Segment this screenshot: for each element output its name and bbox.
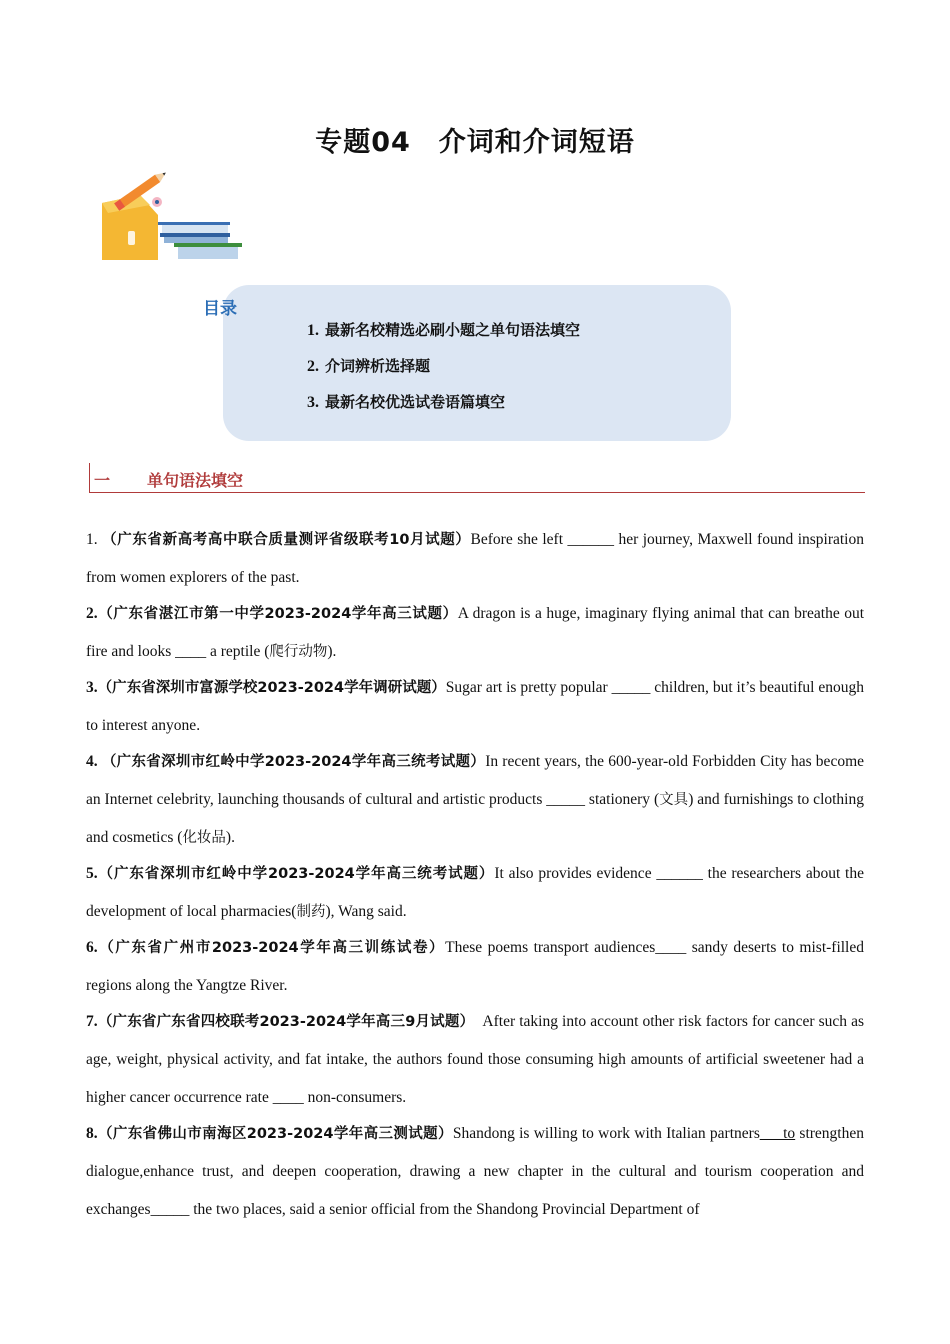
question-item [86,743,864,857]
toc-item [307,391,580,427]
toc-item-num: 3. [307,394,319,411]
question-text: the researchers about the development of local pharmacies( [86,865,864,920]
section-title: 单句语法填空 [147,471,244,490]
answer-blank[interactable]: ____ [655,939,687,956]
question-text: the two places, said a senior official from the Shandong Provincial Department of [189,1201,700,1218]
answer-blank[interactable]: _____ [611,679,651,696]
question-source: （广东省广东省四校联考2023-2024学年高三9月试题） [97,1014,475,1030]
answer-blank[interactable]: ______ [656,865,703,882]
question-source: （广东省广州市2023-2024学年高三训练试卷） [97,940,446,956]
answer-blank[interactable]: ____ [272,1089,304,1106]
question-number: 5. [86,865,98,882]
question-item [86,929,864,1005]
question-text: A dragon is a huge, imaginary flying animal that can breathe out fire and looks [86,605,864,660]
question-source: （广东省湛江市第一中学2023-2024学年高三试题） [97,606,458,622]
answer-blank[interactable]: ____ [175,643,207,660]
answer-blank[interactable]: ______ [567,531,614,548]
section-header [89,463,865,493]
question-source: （广东省佛山市南海区2023-2024学年高三测试题） [97,1126,453,1142]
question-text: a reptile ( [206,643,270,660]
question-text: Shandong is willing to work with Italian partners [452,1125,760,1142]
question-text: Sugar art is pretty popular [445,679,612,696]
question-number: 8. [86,1125,98,1142]
question-item [86,595,864,671]
toc-item-num: 2. [307,358,319,375]
question-number: 3. [86,679,98,696]
toc-list [307,319,580,427]
question-source: （广东省新高考高中联合质量测评省级联考10月试题） [102,532,471,548]
chinese-gloss: 制药 [296,904,326,920]
question-item [86,521,864,597]
question-text: stationery ( [585,791,660,808]
toc-item-text: 介词辨析选择题 [325,357,431,375]
answer-blank[interactable]: _____ [150,1201,190,1218]
books-pencil-icon [100,165,245,263]
toc-item-text: 最新名校精选必刷小题之单句语法填空 [325,321,581,339]
answer-blank[interactable]: _____ [546,791,586,808]
question-item [86,1115,864,1229]
toc-item [307,319,580,355]
question-number: 4. [86,753,98,770]
toc-label: 目录 [203,299,237,319]
question-item [86,855,864,931]
toc-item-text: 最新名校优选试卷语篇填空 [325,393,506,411]
chinese-gloss: 文具 [659,792,689,808]
question-source: （广东省深圳市富源学校2023-2024学年调研试题） [97,680,446,696]
question-number: 2. [86,605,98,622]
question-text: Before she left [470,531,568,548]
question-source: （广东省深圳市红岭中学2023-2024学年高三统考试题） [101,754,486,770]
question-number: 1. [86,531,98,548]
toc-item [307,355,580,391]
question-text: her journey, Maxwell found inspiration from women explorers of the past. [86,531,864,586]
question-number: 6. [86,939,98,956]
chinese-gloss: 化妆品 [182,830,226,846]
question-text: These poems transport audiences [445,939,656,956]
question-list [86,521,868,1227]
toc-item-num: 1. [307,322,319,339]
question-item [86,669,864,745]
page-title: 专题04 介词和介词短语 [315,127,635,158]
question-text: sandy deserts to mist-filled regions along the Yangtze River. [86,939,864,994]
question-text: ). [225,829,235,846]
question-text: After taking into account other risk factors for cancer such as age, weight, physical activity, and fat intake, the authors found those consuming high amounts of artificial sweetener had a higher cancer occurrence rate [86,1013,868,1106]
question-text: ). [327,643,337,660]
question-item [86,1003,868,1117]
question-text: In recent years, the 600-year-old Forbidden City has become an Internet celebrity, launching thousands of cultural and artistic products [86,753,865,808]
books-pencil-logo [100,165,245,263]
question-source: （广东省深圳市红岭中学2023-2024学年高三统考试题） [97,866,495,882]
question-number: 7. [86,1013,98,1030]
answer-blank-filled[interactable]: ___to [759,1125,796,1142]
question-text: ), Wang said. [325,903,407,920]
question-text: children, but it’s beautiful enough to interest anyone. [86,679,864,734]
section-number: 一 [94,471,111,490]
question-text: ) and furnishings to clothing and cosmetics ( [86,791,864,846]
question-text: It also provides evidence [494,865,657,882]
question-text: non-consumers. [303,1089,407,1106]
chinese-gloss: 爬行动物 [269,644,328,660]
question-text: strengthen dialogue,enhance trust, and deepen cooperation, drawing a new chapter in the cultural and tourism cooperation and exchanges [86,1125,864,1218]
